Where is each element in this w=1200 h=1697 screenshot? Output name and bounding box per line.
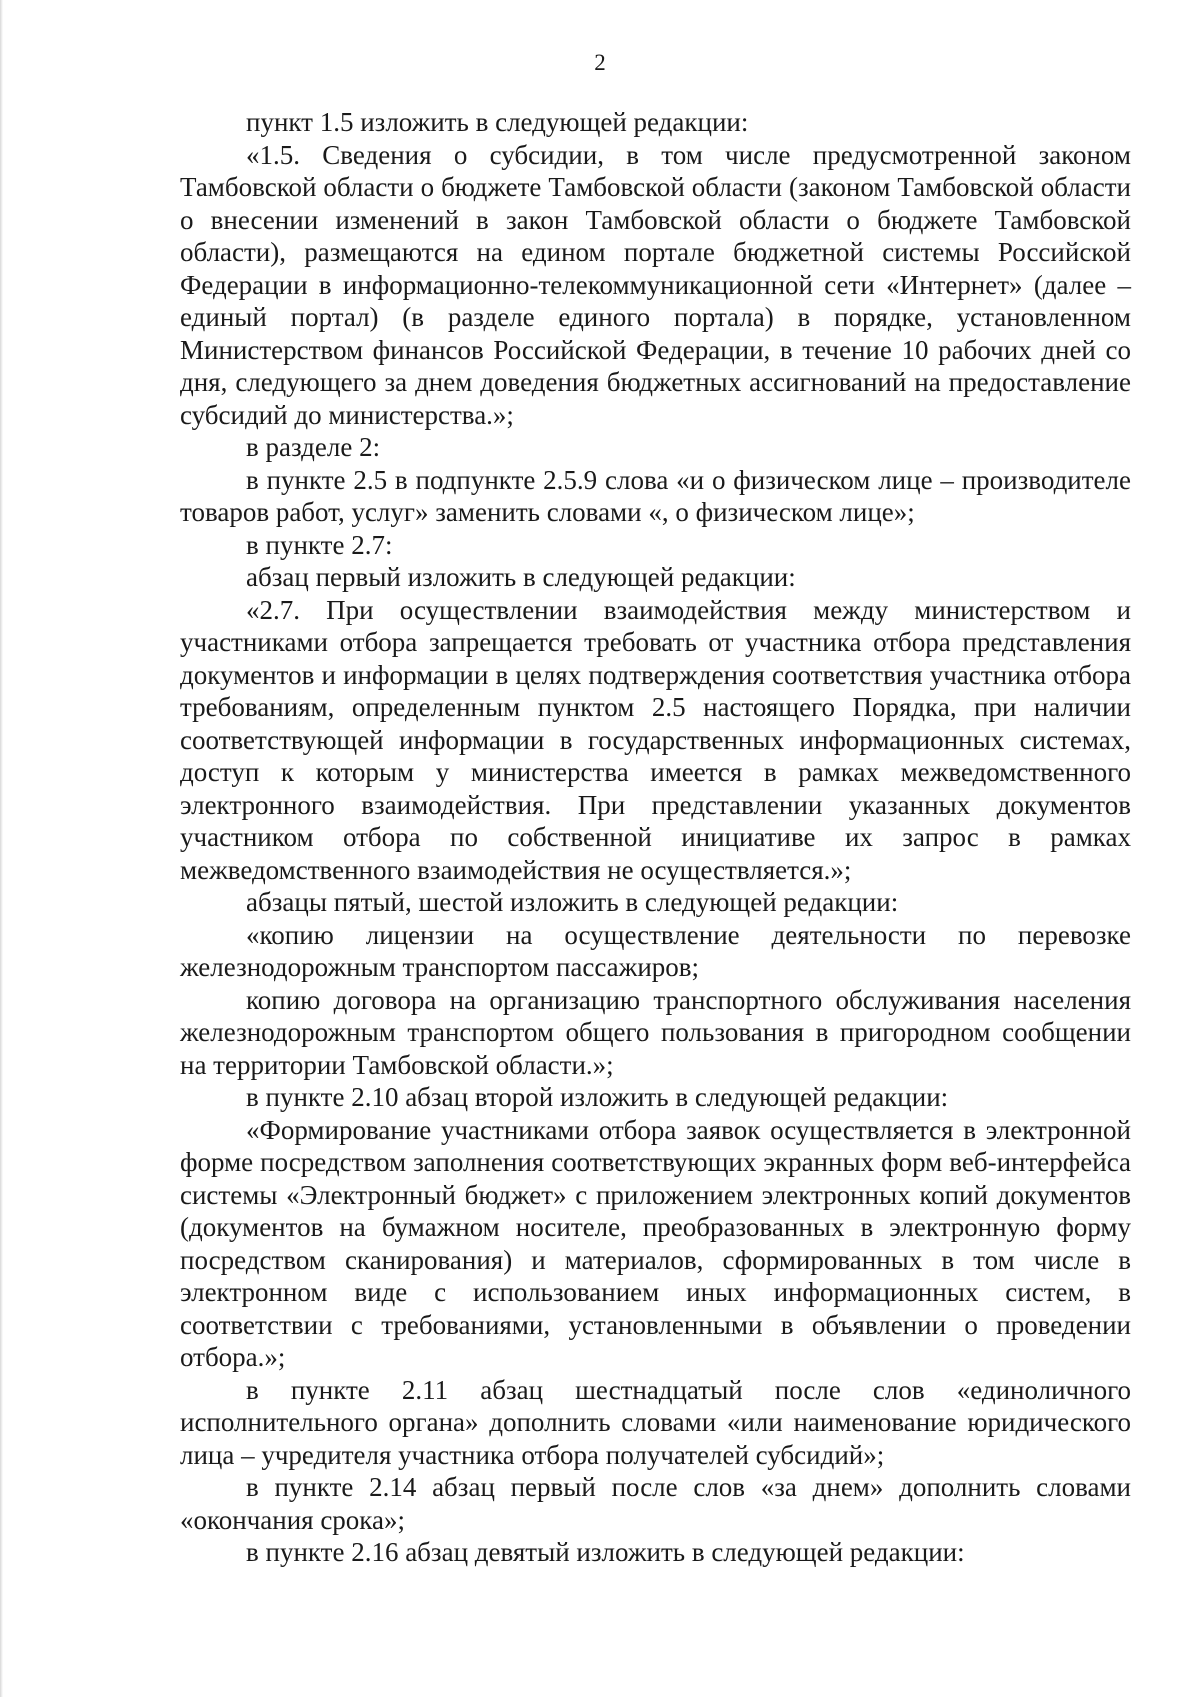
scan-edge xyxy=(0,0,3,1697)
paragraph: «2.7. При осуществлении взаимодействия между министерством и участниками отбора запрещается требовать от участника отбора представления документов и информации в целях подтверждения соответствия участника отбора требованиям, определенным пунктом 2.5 настоящего Порядка, при наличии соответствующей информации в государственных информационных системах, доступ к которым у министерства имеется в рамках межведомственного электронного взаимодействия. При представлении указанных документов участником отбора по собственной инициативе их запрос в рамках межведомственного взаимодействия не осуществляется.»; xyxy=(180,594,1131,885)
paragraph: «Формирование участниками отбора заявок осуществляется в электронной форме посредством заполнения соответствующих экранных форм веб-интерфейса системы «Электронный бюджет» с приложением электронных копий документов (документов на бумажном носителе, преобразованных в электронную форму посредством сканирования) и материалов, сформированных в том числе в электронном виде с использованием иных информационных систем, в соответствии с требованиями, установленными в объявлении о проведении отбора.»; xyxy=(180,1114,1131,1372)
paragraph: в пункте 2.5 в подпункте 2.5.9 слова «и о физическом лице – производителе товаров работ, услуг» заменить словами «, о физическом лице»; xyxy=(180,464,1131,527)
paragraph: «копию лицензии на осуществление деятельности по перевозке железнодорожным транспортом пассажиров; xyxy=(180,919,1131,982)
paragraph: в пункте 2.14 абзац первый после слов «за днем» дополнить словами «окончания срока»; xyxy=(180,1472,1131,1535)
paragraph: копию договора на организацию транспортного обслуживания населения железнодорожным транспортом общего пользования в пригородном сообщении на территории Тамбовской области.»; xyxy=(180,984,1131,1080)
document-body xyxy=(180,106,1131,1569)
paragraph: в пункте 2.16 абзац девятый изложить в следующей редакции: xyxy=(246,1537,965,1567)
paragraph: пункт 1.5 изложить в следующей редакции: xyxy=(246,107,749,137)
paragraph: абзацы пятый, шестой изложить в следующей редакции: xyxy=(246,887,899,917)
paragraph: абзац первый изложить в следующей редакции: xyxy=(246,562,796,592)
paragraph: в разделе 2: xyxy=(246,432,381,462)
paragraph: в пункте 2.11 абзац шестнадцатый после слов «единоличного исполнительного органа» дополнить словами «или наименование юридического лица – учредителя участника отбора получателей субсидий»; xyxy=(180,1374,1131,1470)
paragraph: «1.5. Сведения о субсидии, в том числе предусмотренной законом Тамбовской области о бюджете Тамбовской области (законом Тамбовской области о внесении изменений в закон Тамбовской области о бюджете Тамбовской области), размещаются на едином портале бюджетной системы Российской Федерации в информационно-телекоммуникационной сети «Интернет» (далее – единый портал) (в разделе единого портала) в порядке, установленном Министерством финансов Российской Федерации, в течение 10 рабочих дней со дня, следующего за днем доведения бюджетных ассигнований на предоставление субсидий до министерства.»; xyxy=(180,139,1131,430)
paragraph: в пункте 2.7: xyxy=(246,529,393,560)
paragraph: в пункте 2.10 абзац второй изложить в следующей редакции: xyxy=(246,1082,949,1112)
page-number: 2 xyxy=(594,50,606,75)
